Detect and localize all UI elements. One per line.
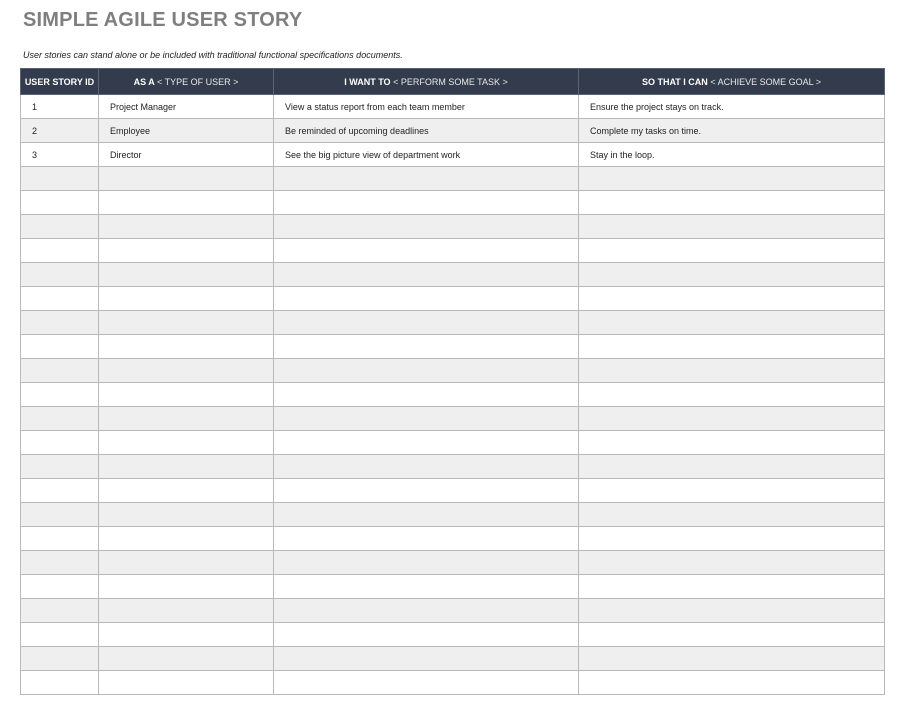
user-type-cell[interactable] (99, 263, 274, 287)
page-subtitle: User stories can stand alone or be included with traditional functional specifications documents. (23, 50, 403, 60)
user-type-cell[interactable]: Director (99, 143, 274, 167)
goal-cell[interactable] (579, 215, 885, 239)
user-type-cell[interactable] (99, 575, 274, 599)
table-row (21, 599, 885, 623)
header-hint-label: < PERFORM SOME TASK > (393, 76, 508, 87)
task-cell[interactable] (274, 287, 579, 311)
story-id-cell[interactable] (21, 359, 99, 383)
table-row (21, 191, 885, 215)
table-row (21, 503, 885, 527)
story-id-cell[interactable]: 2 (21, 119, 99, 143)
task-cell[interactable] (274, 191, 579, 215)
table-row (21, 239, 885, 263)
user-type-cell[interactable] (99, 671, 274, 695)
goal-cell[interactable] (579, 671, 885, 695)
task-cell[interactable] (274, 671, 579, 695)
user-type-cell[interactable] (99, 623, 274, 647)
goal-cell[interactable] (579, 263, 885, 287)
task-cell[interactable] (274, 263, 579, 287)
goal-cell[interactable]: Stay in the loop. (579, 143, 885, 167)
user-story-table (20, 68, 885, 695)
table-row (21, 431, 885, 455)
story-id-cell[interactable]: 3 (21, 143, 99, 167)
goal-cell[interactable]: Ensure the project stays on track. (579, 95, 885, 119)
user-type-cell[interactable] (99, 359, 274, 383)
task-cell[interactable] (274, 455, 579, 479)
story-id-cell[interactable] (21, 215, 99, 239)
user-type-cell[interactable] (99, 527, 274, 551)
story-id-cell[interactable] (21, 599, 99, 623)
task-cell[interactable] (274, 311, 579, 335)
task-cell[interactable]: View a status report from each team member (274, 95, 579, 119)
goal-cell[interactable] (579, 191, 885, 215)
story-id-cell[interactable] (21, 407, 99, 431)
task-cell[interactable]: See the big picture view of department work (274, 143, 579, 167)
user-type-cell[interactable] (99, 455, 274, 479)
task-cell[interactable] (274, 239, 579, 263)
goal-cell[interactable] (579, 575, 885, 599)
table-row (21, 287, 885, 311)
table-row (21, 95, 885, 119)
story-id-cell[interactable] (21, 503, 99, 527)
goal-cell[interactable] (579, 359, 885, 383)
table-row (21, 383, 885, 407)
user-type-cell[interactable] (99, 407, 274, 431)
goal-cell[interactable]: Complete my tasks on time. (579, 119, 885, 143)
header-as-a (99, 69, 274, 95)
table-row (21, 359, 885, 383)
user-type-cell[interactable] (99, 335, 274, 359)
table-row (21, 335, 885, 359)
goal-cell[interactable] (579, 455, 885, 479)
goal-cell[interactable] (579, 623, 885, 647)
header-hint-label: < TYPE OF USER > (156, 76, 239, 87)
task-cell[interactable] (274, 407, 579, 431)
header-main-label: AS A (133, 76, 157, 87)
task-cell[interactable] (274, 551, 579, 575)
story-id-cell[interactable] (21, 527, 99, 551)
table-body (21, 95, 885, 695)
story-id-cell[interactable] (21, 551, 99, 575)
goal-cell[interactable] (579, 503, 885, 527)
story-id-cell[interactable] (21, 167, 99, 191)
story-id-cell[interactable] (21, 239, 99, 263)
story-id-cell[interactable] (21, 311, 99, 335)
story-id-cell[interactable] (21, 455, 99, 479)
table-header (21, 69, 885, 95)
task-cell[interactable] (274, 647, 579, 671)
user-type-cell[interactable] (99, 431, 274, 455)
table-row (21, 167, 885, 191)
story-id-cell[interactable] (21, 287, 99, 311)
goal-cell[interactable] (579, 335, 885, 359)
goal-cell[interactable] (579, 311, 885, 335)
task-cell[interactable] (274, 215, 579, 239)
goal-cell[interactable] (579, 527, 885, 551)
task-cell[interactable] (274, 431, 579, 455)
task-cell[interactable] (274, 167, 579, 191)
task-cell[interactable]: Be reminded of upcoming deadlines (274, 119, 579, 143)
story-id-cell[interactable] (21, 479, 99, 503)
story-id-cell[interactable] (21, 671, 99, 695)
goal-cell[interactable] (579, 287, 885, 311)
header-main-label: I WANT TO (344, 76, 394, 87)
story-id-cell[interactable] (21, 575, 99, 599)
header-so-that-i-can (579, 69, 885, 95)
story-id-cell[interactable] (21, 383, 99, 407)
task-cell[interactable] (274, 599, 579, 623)
goal-cell[interactable] (579, 383, 885, 407)
user-type-cell[interactable] (99, 599, 274, 623)
table-row (21, 455, 885, 479)
story-id-cell[interactable] (21, 335, 99, 359)
table-row (21, 143, 885, 167)
user-type-cell[interactable] (99, 191, 274, 215)
user-type-cell[interactable] (99, 383, 274, 407)
header-main-label: USER STORY ID (24, 76, 95, 87)
user-type-cell[interactable] (99, 287, 274, 311)
story-id-cell[interactable] (21, 647, 99, 671)
task-cell[interactable] (274, 503, 579, 527)
task-cell[interactable] (274, 575, 579, 599)
task-cell[interactable] (274, 623, 579, 647)
task-cell[interactable] (274, 527, 579, 551)
table-row (21, 407, 885, 431)
header-row (21, 69, 885, 95)
table-row (21, 479, 885, 503)
header-user-story-id (21, 69, 99, 95)
task-cell[interactable] (274, 479, 579, 503)
user-type-cell[interactable] (99, 647, 274, 671)
user-type-cell[interactable] (99, 239, 274, 263)
user-type-cell[interactable] (99, 311, 274, 335)
table-row (21, 551, 885, 575)
table-row (21, 119, 885, 143)
user-type-cell[interactable] (99, 479, 274, 503)
table-row (21, 623, 885, 647)
table-row (21, 215, 885, 239)
table-row (21, 575, 885, 599)
user-type-cell[interactable]: Employee (99, 119, 274, 143)
user-type-cell[interactable]: Project Manager (99, 95, 274, 119)
story-id-cell[interactable] (21, 623, 99, 647)
goal-cell[interactable] (579, 431, 885, 455)
header-i-want-to (274, 69, 579, 95)
table-row (21, 527, 885, 551)
goal-cell[interactable] (579, 599, 885, 623)
page-title: SIMPLE AGILE USER STORY (23, 9, 303, 31)
task-cell[interactable] (274, 359, 579, 383)
user-type-cell[interactable] (99, 215, 274, 239)
user-type-cell[interactable] (99, 167, 274, 191)
user-type-cell[interactable] (99, 503, 274, 527)
story-id-cell[interactable] (21, 263, 99, 287)
table-row (21, 671, 885, 695)
user-type-cell[interactable] (99, 551, 274, 575)
goal-cell[interactable] (579, 551, 885, 575)
goal-cell[interactable] (579, 167, 885, 191)
story-id-cell[interactable] (21, 191, 99, 215)
goal-cell[interactable] (579, 479, 885, 503)
task-cell[interactable] (274, 383, 579, 407)
table-row (21, 263, 885, 287)
goal-cell[interactable] (579, 647, 885, 671)
table-row (21, 311, 885, 335)
story-id-cell[interactable] (21, 431, 99, 455)
header-main-label: SO THAT I CAN (641, 76, 711, 87)
table-row (21, 647, 885, 671)
goal-cell[interactable] (579, 239, 885, 263)
goal-cell[interactable] (579, 407, 885, 431)
story-id-cell[interactable]: 1 (21, 95, 99, 119)
header-hint-label: < ACHIEVE SOME GOAL > (710, 76, 822, 87)
task-cell[interactable] (274, 335, 579, 359)
